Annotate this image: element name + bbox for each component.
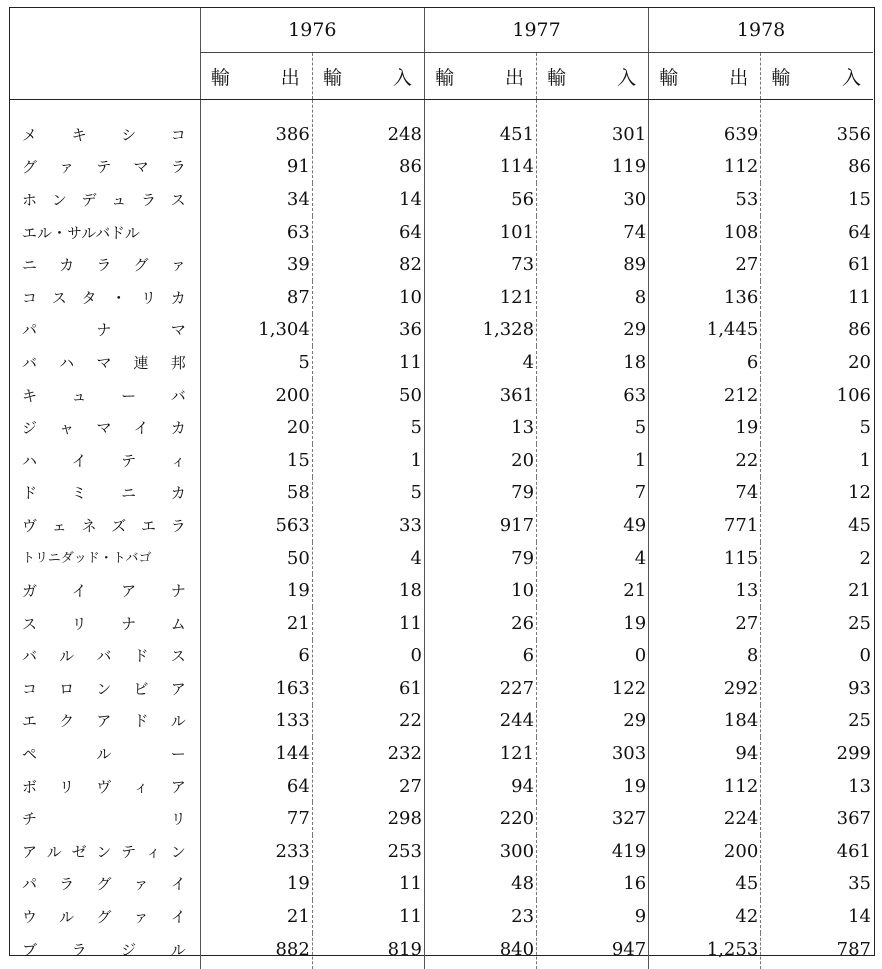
import-value: 61 <box>761 248 873 281</box>
import-value: 20 <box>761 346 873 379</box>
export-value: 63 <box>200 216 312 249</box>
country-name <box>10 477 200 510</box>
country-label: トリニダッド・トバゴ <box>22 550 152 566</box>
export-value: 244 <box>424 705 536 738</box>
export-value: 112 <box>649 151 761 184</box>
import-value: 232 <box>312 737 424 770</box>
country-name <box>10 607 200 640</box>
country-label: ガ イ ア ナ <box>22 582 186 601</box>
import-value: 12 <box>761 477 873 510</box>
export-value: 144 <box>200 737 312 770</box>
import-value: 5 <box>312 411 424 444</box>
subheader-char: 輸 <box>659 66 679 89</box>
table-row <box>10 868 873 901</box>
country-name <box>10 379 200 412</box>
export-value: 108 <box>649 216 761 249</box>
export-value: 8 <box>649 640 761 673</box>
export-value: 133 <box>200 705 312 738</box>
country-name <box>10 737 200 770</box>
import-value: 63 <box>537 379 649 412</box>
subheader-export-1977 <box>424 53 536 100</box>
import-value: 0 <box>537 640 649 673</box>
table-row <box>10 737 873 770</box>
export-value: 6 <box>424 640 536 673</box>
export-value: 121 <box>424 281 536 314</box>
export-value: 163 <box>200 672 312 705</box>
country-name <box>10 444 200 477</box>
import-value: 248 <box>312 100 424 151</box>
export-value: 91 <box>200 151 312 184</box>
country-name <box>10 216 200 249</box>
export-value: 1,328 <box>424 314 536 347</box>
export-value: 21 <box>200 900 312 933</box>
export-value: 20 <box>424 444 536 477</box>
table-row <box>10 835 873 868</box>
country-label: ボ リ ヴ ィ ア <box>22 777 186 796</box>
country-name <box>10 705 200 738</box>
table-row <box>10 770 873 803</box>
import-value: 301 <box>537 100 649 151</box>
import-value: 27 <box>312 770 424 803</box>
table-row <box>10 444 873 477</box>
export-value: 1,253 <box>649 933 761 969</box>
table-row <box>10 183 873 216</box>
import-value: 11 <box>312 607 424 640</box>
export-value: 48 <box>424 868 536 901</box>
table-row <box>10 477 873 510</box>
table-row <box>10 542 873 575</box>
import-value: 14 <box>761 900 873 933</box>
export-value: 26 <box>424 607 536 640</box>
table-row <box>10 607 873 640</box>
import-value: 33 <box>312 509 424 542</box>
export-value: 361 <box>424 379 536 412</box>
table-row <box>10 705 873 738</box>
country-name <box>10 802 200 835</box>
year-header-1977: 1977 <box>424 8 648 53</box>
export-value: 79 <box>424 542 536 575</box>
export-value: 19 <box>649 411 761 444</box>
export-value: 101 <box>424 216 536 249</box>
export-value: 233 <box>200 835 312 868</box>
table-row <box>10 411 873 444</box>
export-value: 4 <box>424 346 536 379</box>
country-name <box>10 770 200 803</box>
country-name <box>10 672 200 705</box>
export-value: 121 <box>424 737 536 770</box>
subheader-import-1976 <box>312 53 424 100</box>
export-value: 200 <box>200 379 312 412</box>
export-value: 13 <box>424 411 536 444</box>
export-value: 112 <box>649 770 761 803</box>
export-value: 1,304 <box>200 314 312 347</box>
subheader-char: 入 <box>617 66 637 89</box>
import-value: 36 <box>312 314 424 347</box>
country-label: ペ ル ー <box>22 745 186 764</box>
export-value: 50 <box>200 542 312 575</box>
country-name <box>10 346 200 379</box>
table-row <box>10 100 873 151</box>
country-label: バ ル バ ド ス <box>22 647 186 666</box>
export-value: 87 <box>200 281 312 314</box>
import-value: 2 <box>761 542 873 575</box>
import-value: 49 <box>537 509 649 542</box>
country-name <box>10 183 200 216</box>
import-value: 45 <box>761 509 873 542</box>
export-value: 27 <box>649 248 761 281</box>
export-value: 79 <box>424 477 536 510</box>
import-value: 11 <box>761 281 873 314</box>
export-value: 227 <box>424 672 536 705</box>
import-value: 0 <box>761 640 873 673</box>
import-value: 15 <box>761 183 873 216</box>
table-row <box>10 802 873 835</box>
export-value: 42 <box>649 900 761 933</box>
import-value: 19 <box>537 607 649 640</box>
country-name <box>10 281 200 314</box>
export-value: 220 <box>424 802 536 835</box>
subheader-char: 輸 <box>434 66 454 89</box>
import-value: 16 <box>537 868 649 901</box>
export-value: 115 <box>649 542 761 575</box>
country-name <box>10 151 200 184</box>
import-value: 106 <box>761 379 873 412</box>
table-row <box>10 640 873 673</box>
country-label: チ リ <box>22 810 186 829</box>
country-label: ド ミ ニ カ <box>22 484 186 503</box>
country-label: パ ラ グ ァ イ <box>22 875 186 894</box>
export-value: 200 <box>649 835 761 868</box>
import-value: 50 <box>312 379 424 412</box>
country-label: ヴ ェ ネ ズ エ ラ <box>22 516 186 535</box>
import-value: 93 <box>761 672 873 705</box>
import-value: 35 <box>761 868 873 901</box>
country-name <box>10 411 200 444</box>
import-value: 74 <box>537 216 649 249</box>
export-value: 53 <box>649 183 761 216</box>
export-value: 1,445 <box>649 314 761 347</box>
country-label: エル・サルバドル <box>22 223 140 242</box>
import-value: 18 <box>312 574 424 607</box>
import-value: 119 <box>537 151 649 184</box>
import-value: 303 <box>537 737 649 770</box>
export-value: 840 <box>424 933 536 969</box>
country-label: ホ ン デ ュ ラ ス <box>22 190 186 209</box>
table-row <box>10 509 873 542</box>
subheader-char: 輸 <box>771 66 791 89</box>
export-value: 56 <box>424 183 536 216</box>
country-name <box>10 314 200 347</box>
export-value: 22 <box>649 444 761 477</box>
export-value: 45 <box>649 868 761 901</box>
country-label: グ ァ テ マ ラ <box>22 158 186 177</box>
export-value: 292 <box>649 672 761 705</box>
country-label: ニ カ ラ グ ァ <box>22 256 186 275</box>
country-name <box>10 900 200 933</box>
import-value: 11 <box>312 900 424 933</box>
country-label: メ キ シ コ <box>22 125 186 144</box>
country-name <box>10 248 200 281</box>
trade-table <box>10 8 873 969</box>
subheader-char: 出 <box>729 66 749 89</box>
subheader-char: 輸 <box>210 66 230 89</box>
import-value: 18 <box>537 346 649 379</box>
subheader-export-1976 <box>200 53 312 100</box>
export-value: 77 <box>200 802 312 835</box>
export-value: 451 <box>424 100 536 151</box>
import-value: 21 <box>761 574 873 607</box>
import-value: 1 <box>761 444 873 477</box>
import-value: 419 <box>537 835 649 868</box>
country-name <box>10 868 200 901</box>
export-value: 19 <box>200 574 312 607</box>
import-value: 10 <box>312 281 424 314</box>
import-value: 21 <box>537 574 649 607</box>
import-value: 11 <box>312 346 424 379</box>
import-value: 367 <box>761 802 873 835</box>
country-label: ブ ラ ジ ル <box>22 940 186 959</box>
country-label: ジ ャ マ イ カ <box>22 419 186 438</box>
import-value: 11 <box>312 868 424 901</box>
export-value: 882 <box>200 933 312 969</box>
import-value: 86 <box>761 151 873 184</box>
export-value: 20 <box>200 411 312 444</box>
subheader-char: 出 <box>280 66 300 89</box>
export-value: 639 <box>649 100 761 151</box>
export-value: 94 <box>424 770 536 803</box>
import-value: 4 <box>312 542 424 575</box>
table-row <box>10 151 873 184</box>
table-row <box>10 672 873 705</box>
country-label: バ ハ マ 連 邦 <box>22 353 186 372</box>
import-value: 86 <box>761 314 873 347</box>
export-value: 917 <box>424 509 536 542</box>
country-name <box>10 509 200 542</box>
subheader-char: 輸 <box>322 66 342 89</box>
import-value: 1 <box>537 444 649 477</box>
country-name <box>10 100 200 151</box>
export-value: 34 <box>200 183 312 216</box>
import-value: 19 <box>537 770 649 803</box>
country-label: ア ル ゼ ン テ ィ ン <box>22 842 186 861</box>
import-value: 29 <box>537 705 649 738</box>
import-value: 4 <box>537 542 649 575</box>
table-row <box>10 216 873 249</box>
import-value: 25 <box>761 607 873 640</box>
import-value: 787 <box>761 933 873 969</box>
export-value: 10 <box>424 574 536 607</box>
export-value: 94 <box>649 737 761 770</box>
export-value: 224 <box>649 802 761 835</box>
import-value: 7 <box>537 477 649 510</box>
corner-header <box>10 8 200 100</box>
export-value: 74 <box>649 477 761 510</box>
country-name <box>10 542 200 575</box>
import-value: 89 <box>537 248 649 281</box>
import-value: 30 <box>537 183 649 216</box>
export-value: 73 <box>424 248 536 281</box>
import-value: 5 <box>537 411 649 444</box>
subheader-char: 輸 <box>547 66 567 89</box>
export-value: 6 <box>649 346 761 379</box>
subheader-char: 出 <box>505 66 525 89</box>
country-label: エ ク ア ド ル <box>22 712 186 731</box>
import-value: 13 <box>761 770 873 803</box>
export-value: 300 <box>424 835 536 868</box>
export-value: 13 <box>649 574 761 607</box>
year-header-1978: 1978 <box>649 8 873 53</box>
export-value: 64 <box>200 770 312 803</box>
subheader-import-1978 <box>761 53 873 100</box>
import-value: 819 <box>312 933 424 969</box>
table-row <box>10 574 873 607</box>
subheader-export-1978 <box>649 53 761 100</box>
table-row <box>10 248 873 281</box>
year-header-1976: 1976 <box>200 8 424 53</box>
export-value: 27 <box>649 607 761 640</box>
country-label: ウ ル グ ァ イ <box>22 908 186 927</box>
import-value: 64 <box>312 216 424 249</box>
import-value: 86 <box>312 151 424 184</box>
import-value: 122 <box>537 672 649 705</box>
table-row <box>10 314 873 347</box>
export-value: 212 <box>649 379 761 412</box>
import-value: 29 <box>537 314 649 347</box>
export-value: 19 <box>200 868 312 901</box>
import-value: 0 <box>312 640 424 673</box>
import-value: 299 <box>761 737 873 770</box>
import-value: 5 <box>312 477 424 510</box>
subheader-char: 入 <box>841 66 861 89</box>
import-value: 5 <box>761 411 873 444</box>
trade-table-frame <box>9 7 875 960</box>
country-name <box>10 835 200 868</box>
export-value: 58 <box>200 477 312 510</box>
import-value: 22 <box>312 705 424 738</box>
import-value: 327 <box>537 802 649 835</box>
export-value: 184 <box>649 705 761 738</box>
table-row <box>10 900 873 933</box>
import-value: 8 <box>537 281 649 314</box>
export-value: 136 <box>649 281 761 314</box>
table-row <box>10 379 873 412</box>
import-value: 25 <box>761 705 873 738</box>
country-label: ス リ ナ ム <box>22 614 186 633</box>
import-value: 356 <box>761 100 873 151</box>
country-label: ハ イ テ ィ <box>22 451 186 470</box>
table-row <box>10 346 873 379</box>
import-value: 253 <box>312 835 424 868</box>
import-value: 298 <box>312 802 424 835</box>
import-value: 14 <box>312 183 424 216</box>
export-value: 5 <box>200 346 312 379</box>
import-value: 9 <box>537 900 649 933</box>
country-label: コ ロ ン ビ ア <box>22 679 186 698</box>
subheader-import-1977 <box>537 53 649 100</box>
subheader-char: 入 <box>392 66 412 89</box>
export-value: 15 <box>200 444 312 477</box>
country-label: キ ュ ー バ <box>22 386 186 405</box>
import-value: 82 <box>312 248 424 281</box>
country-label: コ ス タ ・ リ カ <box>22 288 186 307</box>
import-value: 64 <box>761 216 873 249</box>
country-name <box>10 574 200 607</box>
import-value: 461 <box>761 835 873 868</box>
export-value: 39 <box>200 248 312 281</box>
export-value: 771 <box>649 509 761 542</box>
export-value: 21 <box>200 607 312 640</box>
import-value: 947 <box>537 933 649 969</box>
export-value: 386 <box>200 100 312 151</box>
country-label: パ ナ マ <box>22 321 186 340</box>
table-row <box>10 281 873 314</box>
export-value: 6 <box>200 640 312 673</box>
import-value: 61 <box>312 672 424 705</box>
export-value: 563 <box>200 509 312 542</box>
country-name <box>10 640 200 673</box>
export-value: 114 <box>424 151 536 184</box>
import-value: 1 <box>312 444 424 477</box>
export-value: 23 <box>424 900 536 933</box>
